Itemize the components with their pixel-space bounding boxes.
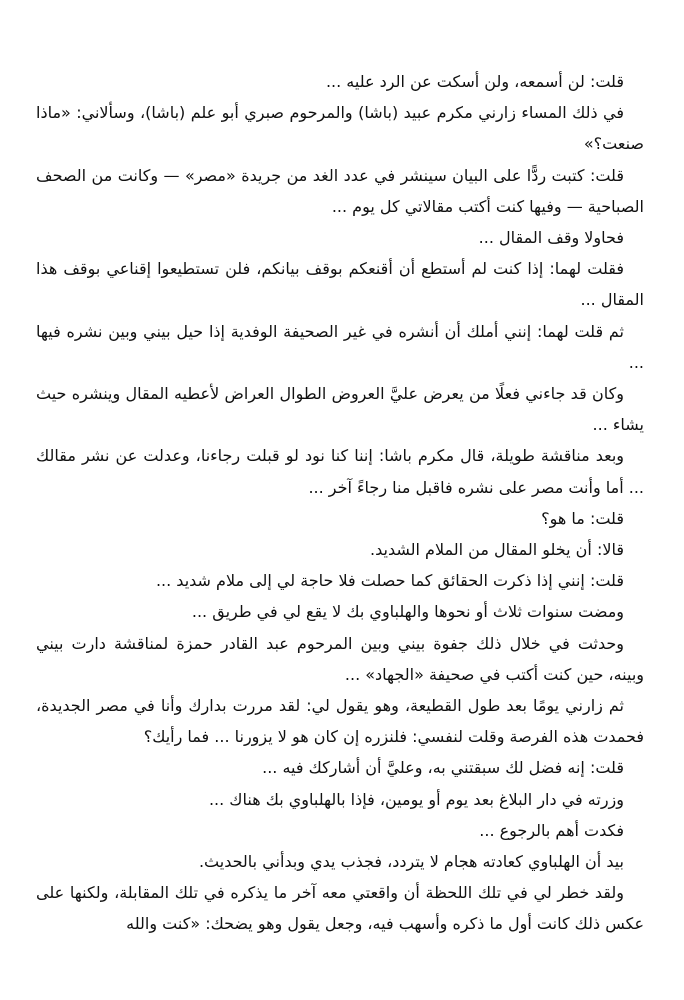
paragraph: قلت: لن أسمعه، ولن أسكت عن الرد عليه ... bbox=[325, 72, 624, 91]
paragraph: فحاولا وقف المقال ... bbox=[478, 228, 624, 248]
paragraph: قالا: أن يخلو المقال من الملام الشديد. bbox=[370, 540, 624, 560]
paragraph: وزرته في دار البلاغ بعد يوم أو يومين، فإذا بالهلباوي بك هناك ... bbox=[208, 789, 624, 809]
paragraph: قلت: ما هو؟ bbox=[541, 508, 624, 528]
paragraph: قلت: إنه فضل لك سبقتني به، وعليَّ أن أشاركك فيه ... bbox=[262, 758, 624, 778]
paragraph: فكدت أهم بالرجوع ... bbox=[479, 820, 624, 840]
paragraph: قلت: إنني إذا ذكرت الحقائق كما حصلت فلا حاجة لي إلى ملام شديد ... bbox=[155, 571, 624, 591]
paragraph: وحدثت في خلال ذلك جفوة بيني وبين المرحوم عبد القادر حمزة لمناقشة دارت بيني وبينه، حين كنت أكتب في صحيفة «الجهاد» ... bbox=[36, 633, 644, 684]
paragraph: في ذلك المساء زارني مكرم عبيد (باشا) والمرحوم صبري أبو علم (باشا)، وسألاني: «ماذا صنعت؟» bbox=[36, 103, 644, 154]
paragraph: ولقد خطر لي في تلك اللحظة أن واقعتي معه آخر ما يذكره في تلك المقابلة، ولكنها على عكس ذلك كانت أول ما ذكره وأسهب فيه، وجعل يقول وهو يضحك: «كنت والله bbox=[36, 883, 644, 934]
paragraph: ثم زارني يومًا بعد طول القطيعة، وهو يقول لي: لقد مررت بدارك وأنا في مصر الجديدة، فحمدت هذه الفرصة وقلت لنفسي: فلنزره إن كان هو لا يزورنا ... فما رأيك؟ bbox=[36, 696, 644, 747]
paragraph: بيد أن الهلباوي كعادته هجام لا يتردد، فجذب يدي وبدأني بالحديث. bbox=[198, 852, 624, 872]
paragraph: ومضت سنوات ثلاث أو نحوها والهلباوي بك لا يقع لي في طريق ... bbox=[191, 602, 624, 622]
paragraph: وكان قد جاءني فعلًا من يعرض عليَّ العروض الطوال العراض لأعطيه المقال وينشره حيث يشاء ... bbox=[36, 384, 644, 435]
document-page bbox=[36, 66, 644, 940]
paragraph: ثم قلت لهما: إنني أملك أن أنشره في غير الصحيفة الوفدية إذا حيل بيني وبين نشره فيها ... bbox=[36, 321, 644, 372]
paragraph: فقلت لهما: إذا كنت لم أستطع أن أقنعكم بوقف بيانكم، فلن تستطيعوا إقناعي بوقف هذا المقال ... bbox=[36, 259, 644, 310]
paragraph: وبعد مناقشة طويلة، قال مكرم باشا: إننا كنا نود لو قبلت رجاءنا، وعدلت عن نشر مقالك ... أما وأنت مصر على نشره فاقبل منا رجاءً آخر ... bbox=[36, 446, 644, 497]
paragraph: قلت: كتبت ردًّا على البيان سينشر في عدد الغد من جريدة «مصر» — وكانت من الصحف الصباحية — وفيها كنت أكتب مقالاتي كل يوم ... bbox=[36, 165, 644, 216]
